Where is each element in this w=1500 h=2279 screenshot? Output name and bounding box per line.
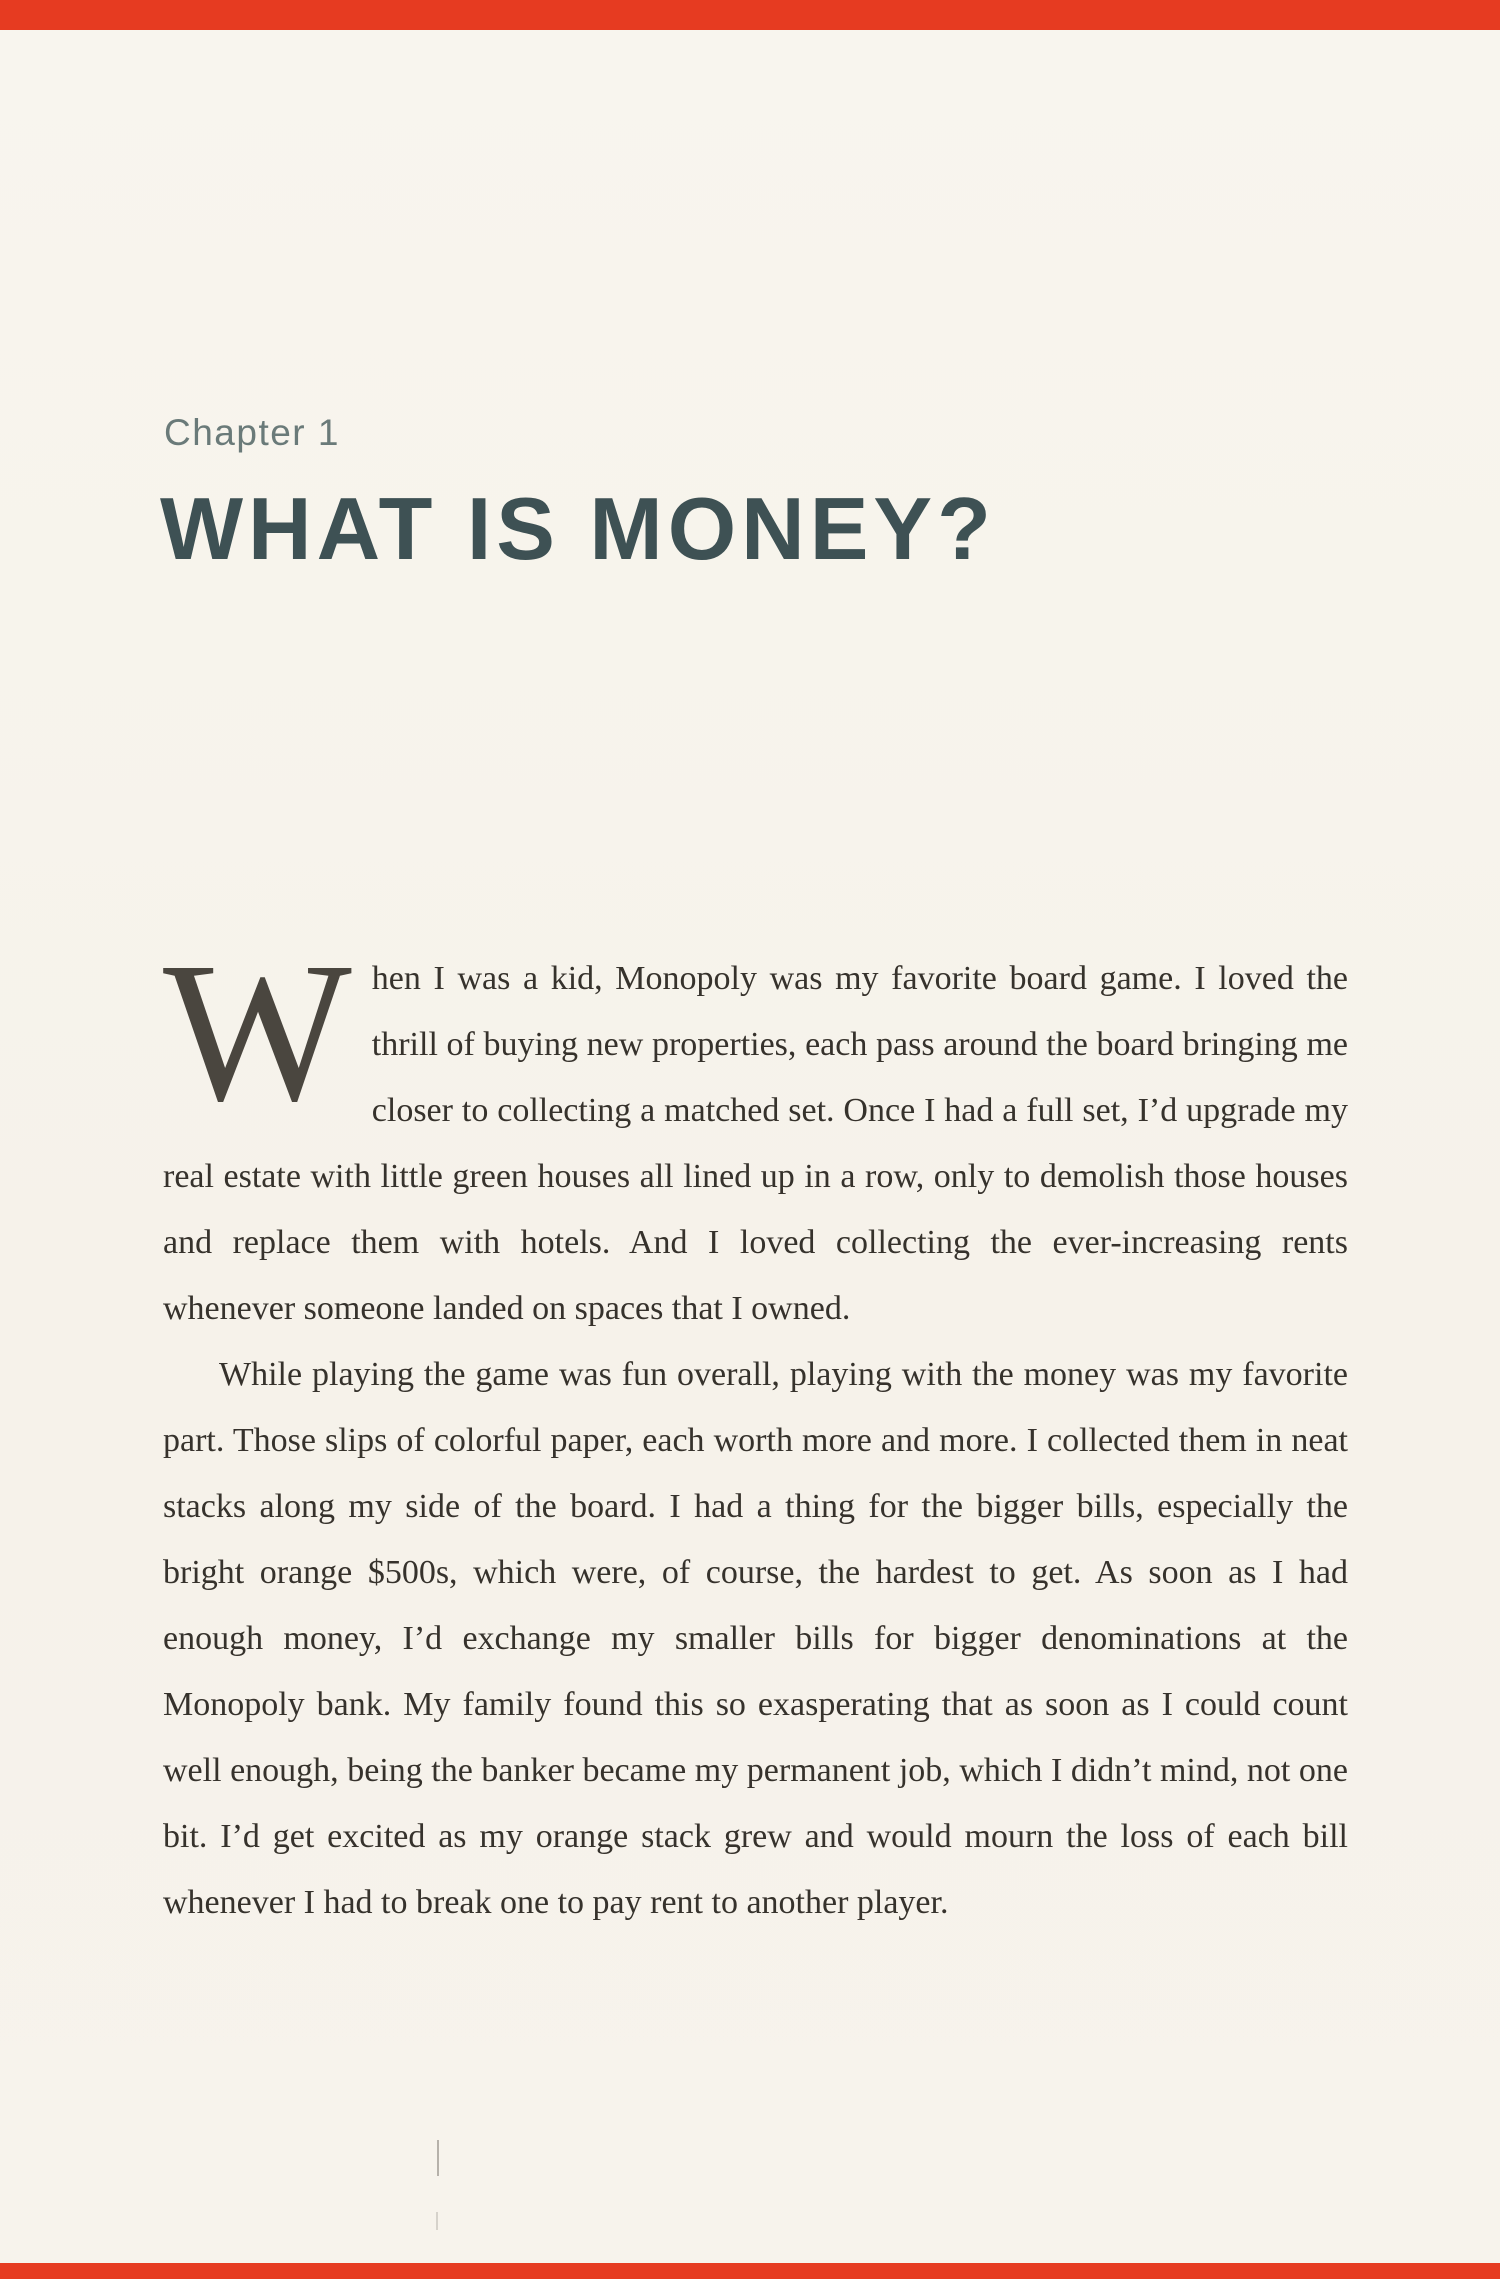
top-accent-stripe [0, 0, 1500, 30]
page-title: WHAT IS MONEY? [160, 479, 996, 578]
scan-artifact-mark [436, 2212, 438, 2230]
chapter-label: Chapter 1 [164, 412, 340, 453]
paragraph-second: While playing the game was fun overall, playing with the money was my favorite part. Those slips of colorful paper, each worth more and more. I collected them in neat stacks along my side of the board. I had a thing for the bigger bills, especially the bright orange $500s, which were, of course, the hardest to get. As soon as I had enough money, I’d exchange my smaller bills for bigger denominations at the Monopoly bank. My family found this so exasperating that as soon as I could count well enough, being the banker became my permanent job, which I didn’t mind, not one bit. I’d get excited as my orange stack grew and would mourn the loss of each bill whenever I had to break one to pay rent to another player. [163, 1356, 1348, 1921]
drop-cap-letter: W [163, 922, 352, 1143]
scan-artifact-mark [437, 2140, 439, 2176]
bottom-accent-stripe [0, 2263, 1500, 2279]
paragraph-opening [163, 922, 1348, 1342]
paragraph-opening-text: hen I was a kid, Monopoly was my favorite board game. I loved the thrill of buying new properties, each pass around the board bringing me closer to collecting a matched set. Once I had a full set, I’d upgrade my real estate with little green houses all lined up in a row, only to demolish those houses and replace them with hotels. And I loved collecting the ever-increasing rents whenever someone landed on spaces that I owned. [163, 960, 1348, 1327]
body-text [163, 922, 1348, 1936]
